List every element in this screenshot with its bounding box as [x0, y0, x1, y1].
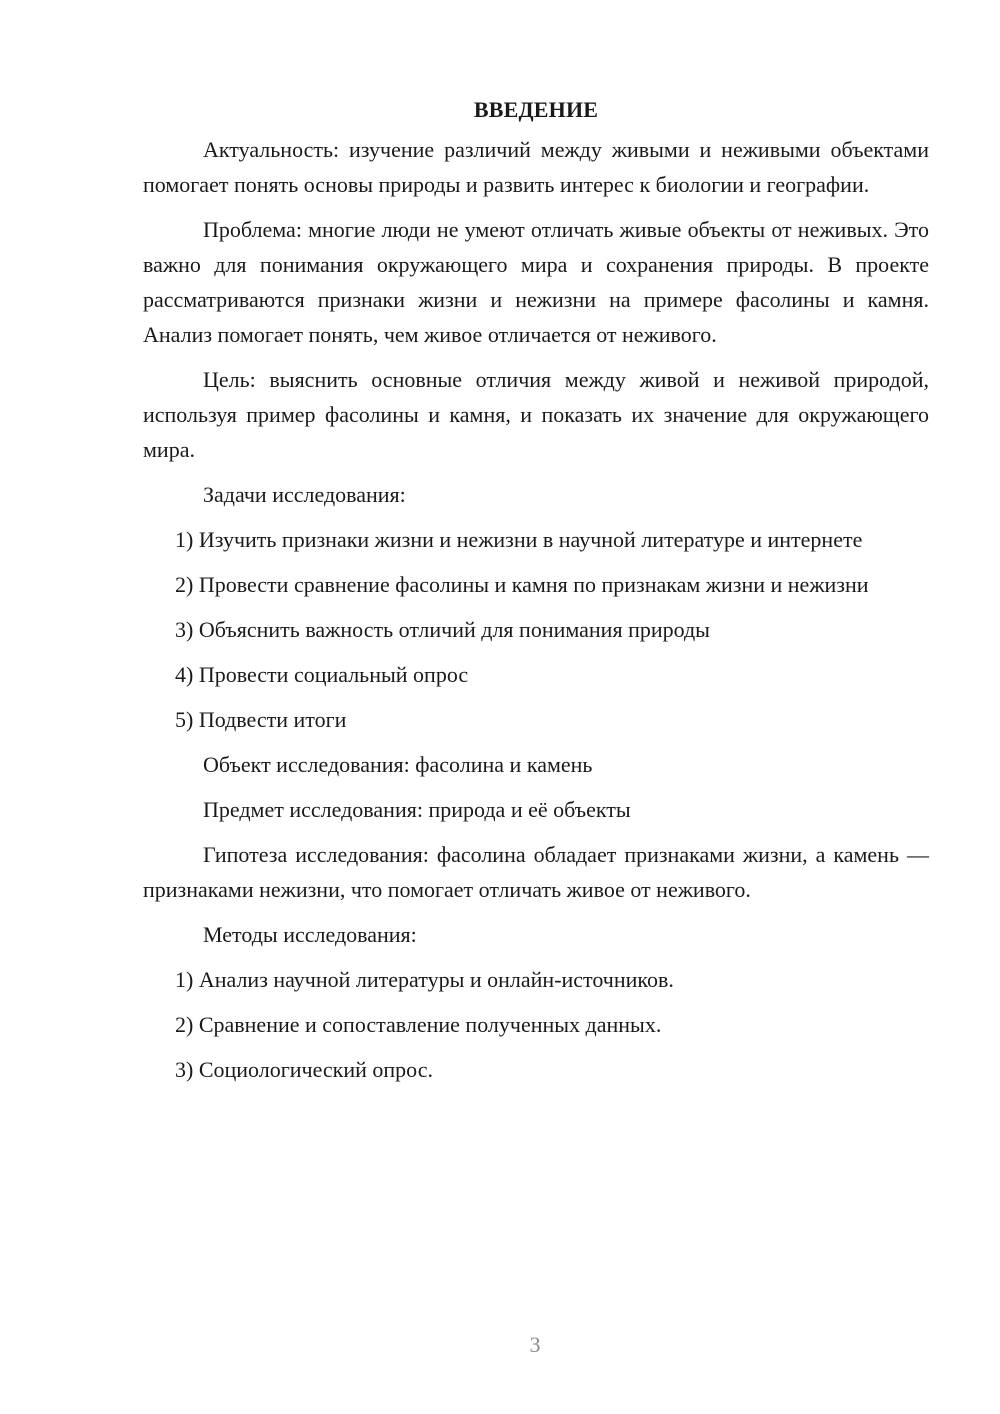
hypothesis-paragraph: Гипотеза исследования: фасолина обладает признаками жизни, а камень — признаками нежизни, что помогает отличать живое от неживого. [143, 842, 929, 902]
task-item: 2) Провести сравнение фасолины и камня по признакам жизни и нежизни [175, 572, 869, 597]
document-page [143, 92, 929, 1097]
method-item: 1) Анализ научной литературы и онлайн-источников. [175, 967, 674, 992]
tasks-heading: Задачи исследования: [203, 482, 406, 507]
document-title: ВВЕДЕНИЕ [473, 97, 599, 122]
research-object: Объект исследования: фасолина и камень [203, 752, 593, 777]
page-number: 3 [529, 1332, 541, 1357]
method-item: 3) Социологический опрос. [175, 1057, 433, 1082]
goal-paragraph: Цель: выяснить основные отличия между живой и неживой природой, используя пример фасолины и камня, и показать их значение для окружающего мира. [143, 367, 929, 462]
relevance-paragraph: Актуальность: изучение различий между живыми и неживыми объектами помогает понять основы природы и развить интерес к биологии и географии. [143, 137, 929, 197]
method-item: 2) Сравнение и сопоставление полученных данных. [175, 1012, 662, 1037]
methods-heading: Методы исследования: [203, 922, 417, 947]
task-item: 3) Объяснить важность отличий для понимания природы [175, 617, 710, 642]
research-subject: Предмет исследования: природа и её объекты [203, 797, 631, 822]
task-item: 5) Подвести итоги [175, 707, 347, 732]
problem-paragraph: Проблема: многие люди не умеют отличать живые объекты от неживых. Это важно для понимания окружающего мира и сохранения природы. В проекте рассматриваются признаки жизни и нежизни на примере фасолины и камня. Анализ помогает понять, чем живое отличается от неживого. [143, 217, 929, 347]
task-item: 1) Изучить признаки жизни и нежизни в научной литературе и интернете [175, 527, 863, 552]
task-item: 4) Провести социальный опрос [175, 662, 469, 687]
